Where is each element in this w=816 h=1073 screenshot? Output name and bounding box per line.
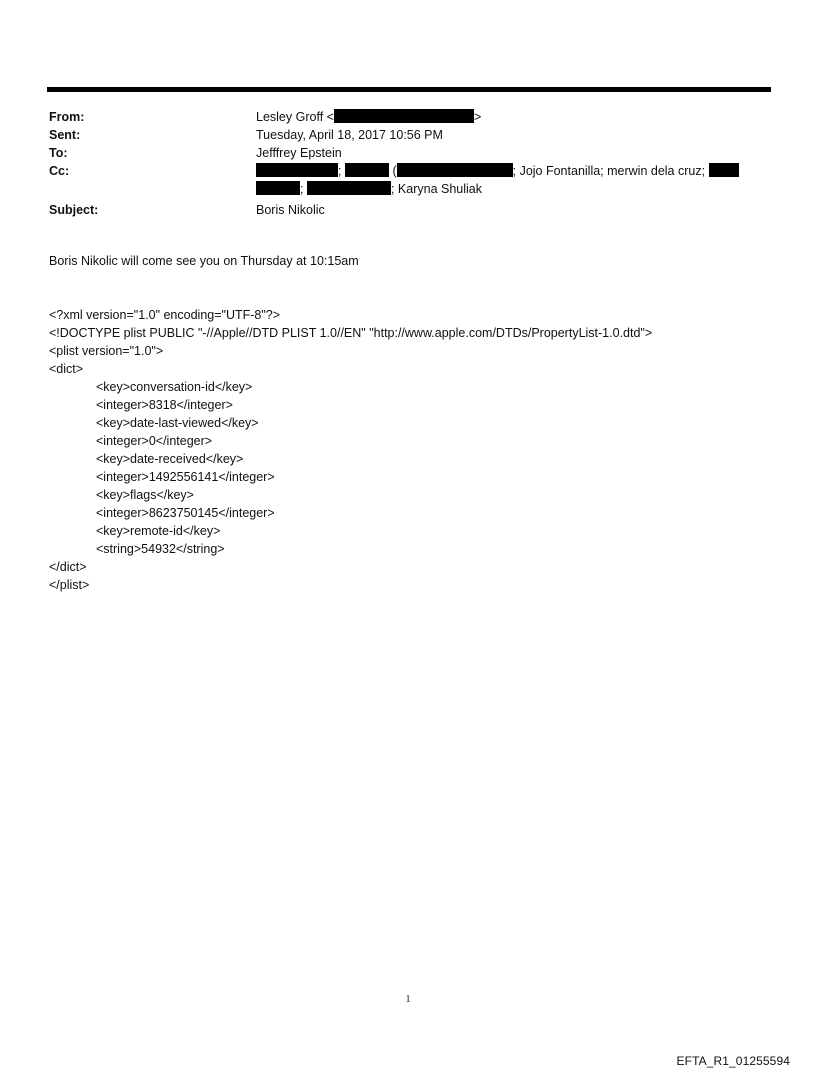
xml-line: <plist version="1.0">	[49, 344, 164, 358]
xml-line: <key>conversation-id</key>	[96, 380, 253, 394]
xml-line: <key>date-last-viewed</key>	[96, 416, 259, 430]
xml-line: <dict>	[49, 362, 84, 376]
subject-value: Boris Nikolic	[256, 203, 325, 217]
cc-separator: (	[392, 164, 397, 178]
xml-line: <!DOCTYPE plist PUBLIC "-//Apple//DTD PLIST 1.0//EN" "http://www.apple.com/DTDs/PropertyList-1.0.dtd">	[49, 326, 653, 340]
xml-line: <key>date-received</key>	[96, 452, 244, 466]
xml-line: <?xml version="1.0" encoding="UTF-8"?>	[49, 308, 281, 322]
from-row	[49, 108, 769, 126]
xml-line: <integer>8318</integer>	[96, 398, 233, 412]
redaction-box	[345, 163, 389, 177]
redaction-box	[709, 163, 739, 177]
subject-row	[49, 201, 769, 219]
redaction-box	[334, 109, 474, 123]
from-bracket-close: >	[473, 110, 482, 124]
cc-row	[49, 162, 769, 198]
xml-line: <key>remote-id</key>	[96, 524, 221, 538]
sent-label: Sent:	[49, 128, 81, 142]
to-row	[49, 144, 769, 162]
email-header	[49, 108, 769, 219]
redaction-box	[256, 181, 300, 195]
xml-line: </plist>	[49, 578, 90, 592]
sent-row	[49, 126, 769, 144]
subject-label: Subject:	[49, 203, 99, 217]
from-name: Lesley Groff	[256, 110, 324, 124]
from-bracket-open: <	[326, 110, 334, 124]
cc-names: ; Jojo Fontanilla; merwin dela cruz;	[512, 164, 706, 178]
document-id: EFTA_R1_01255594	[676, 1054, 790, 1068]
xml-line: <string>54932</string>	[96, 542, 225, 556]
cc-label: Cc:	[49, 164, 70, 178]
cc-last-name: ; Karyna Shuliak	[390, 182, 482, 196]
to-label: To:	[49, 146, 68, 160]
xml-line: <integer>0</integer>	[96, 434, 213, 448]
redaction-box	[397, 163, 513, 177]
xml-line: </dict>	[49, 560, 87, 574]
to-value: Jefffrey Epstein	[256, 146, 342, 160]
xml-line: <integer>1492556141</integer>	[96, 470, 275, 484]
cc-separator: ;	[338, 164, 342, 178]
page-number: 1	[405, 994, 411, 1005]
xml-line: <integer>8623750145</integer>	[96, 506, 275, 520]
redaction-box	[307, 181, 391, 195]
header-rule	[47, 87, 771, 92]
from-label: From:	[49, 110, 85, 124]
redaction-box	[256, 163, 338, 177]
xml-line: <key>flags</key>	[96, 488, 194, 502]
cc-value	[256, 162, 769, 198]
from-value	[256, 108, 769, 126]
message-body: Boris Nikolic will come see you on Thursday at 10:15am	[49, 254, 359, 268]
cc-separator: ;	[300, 182, 304, 196]
sent-value: Tuesday, April 18, 2017 10:56 PM	[256, 128, 443, 142]
xml-plist-block	[49, 306, 652, 594]
